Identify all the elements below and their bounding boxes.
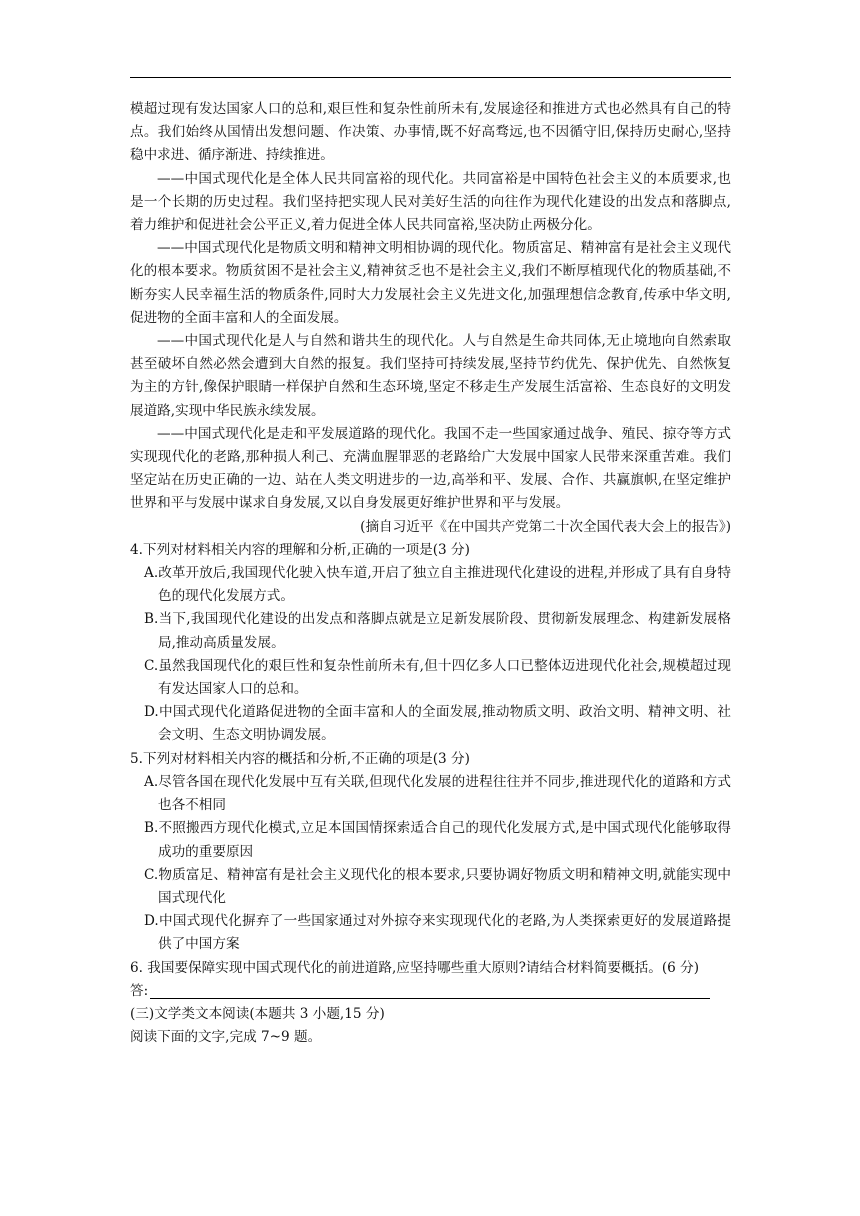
passage-paragraph-material-spiritual: ——中国式现代化是物质文明和精神文明相协调的现代化。物质富足、精神富有是社会主义现代化的根本要求。物质贫困不是社会主义,精神贫乏也不是社会主义,我们不断厚植现代化的物质基础,不断夯实人民幸福生活的物质条件,同时大力发展社会主义先进文化,加强理想信念教育,传承中华文明,促进物的全面丰富和人的全面发展。 [130,240,731,326]
section-heading: (三)文学类文本阅读(本题共 3 小题,15 分) [130,1005,385,1022]
answer-line-input[interactable] [150,982,710,999]
passage-paragraph-common-prosperity: ——中国式现代化是全体人民共同富裕的现代化。共同富裕是中国特色社会主义的本质要求,也是一个长期的历史过程。我们坚持把实现人民对美好生活的向往作为现代化建设的出发点和落脚点,着力维护和促进社会公平正义,着力促进全体人民共同富裕,坚决防止两极分化。 [130,170,731,234]
question-4-option-d[interactable]: D.中国式现代化道路促进物的全面丰富和人的全面发展,推动物质文明、政治文明、精神文明、社会文明、生态文明协调发展。 [144,704,731,744]
passage-paragraph-1: 模超过现有发达国家人口的总和,艰巨性和复杂性前所未有,发展途径和推进方式也必然具有自己的特点。我们始终从国情出发想问题、作决策、办事情,既不好高骛远,也不因循守旧,保持历史耐心,坚持稳中求进、循序渐进、持续推进。 [130,101,731,164]
passage-source: (摘自习近平《在中国共产党第二十次全国代表大会上的报告》) [360,518,731,535]
question-5-stem: 5.下列对材料相关内容的概括和分析,不正确的项是(3 分) [130,750,470,767]
question-4-option-c[interactable]: C.虽然我国现代化的艰巨性和复杂性前所未有,但十四亿多人口已整体迈进现代化社会,规模超过现有发达国家人口的总和。 [144,657,731,698]
question-6-answer [130,980,731,1003]
question-4-option-b[interactable]: B.当下,我国现代化建设的出发点和落脚点就是立足新发展阶段、贯彻新发展理念、构建新发展格局,推动高质量发展。 [144,611,731,651]
question-5-option-a[interactable]: A.尽管各国在现代化发展中互有关联,但现代化发展的进程往往并不同步,推进现代化的道路和方式也各不相同 [144,773,731,814]
question-5-option-b[interactable]: B.不照搬西方现代化模式,立足本国国情探索适合自己的现代化发展方式,是中国式现代化能够取得成功的重要原因 [144,820,731,860]
question-5-option-c[interactable]: C.物质富足、精神富有是社会主义现代化的根本要求,只要协调好物质文明和精神文明,就能实现中国式现代化 [144,866,731,906]
question-4-stem: 4.下列对材料相关内容的理解和分析,正确的一项是(3 分) [130,541,470,558]
question-4-option-a[interactable]: A.改革开放后,我国现代化驶入快车道,开启了独立自主推进现代化建设的进程,并形成了具有自身特色的现代化发展方式。 [144,565,731,605]
question-6-stem: 6. 我国要保障实现中国式现代化的前进道路,应坚持哪些重大原则?请结合材料简要概括。(6 分) [130,959,700,976]
exam-page [130,98,731,1049]
question-5-option-d[interactable]: D.中国式现代化摒弃了一些国家通过对外掠夺来实现现代化的老路,为人类探索更好的发展道路提供了中国方案 [144,913,731,953]
header-rule [130,77,731,78]
passage-paragraph-human-nature: ——中国式现代化是人与自然和谐共生的现代化。人与自然是生命共同体,无止境地向自然索取甚至破坏自然必然会遭到大自然的报复。我们坚持可持续发展,坚持节约优先、保护优先、自然恢复为主的方针,像保护眼睛一样保护自然和生态环境,坚定不移走生产发展生活富裕、生态良好的文明发展道路,实现中华民族永续发展。 [130,333,731,419]
answer-label: 答: [130,982,149,999]
section-instruction: 阅读下面的文字,完成 7~9 题。 [130,1029,322,1046]
passage-paragraph-peaceful-development: ——中国式现代化是走和平发展道路的现代化。我国不走一些国家通过战争、殖民、掠夺等方式实现现代化的老路,那种损人利己、充满血腥罪恶的老路给广大发展中国家人民带来深重苦难。我们坚定站在历史正确的一边、站在人类文明进步的一边,高举和平、发展、合作、共赢旗帜,在坚定维护世界和平与发展中谋求自身发展,又以自身发展更好维护世界和平与发展。 [130,425,731,512]
